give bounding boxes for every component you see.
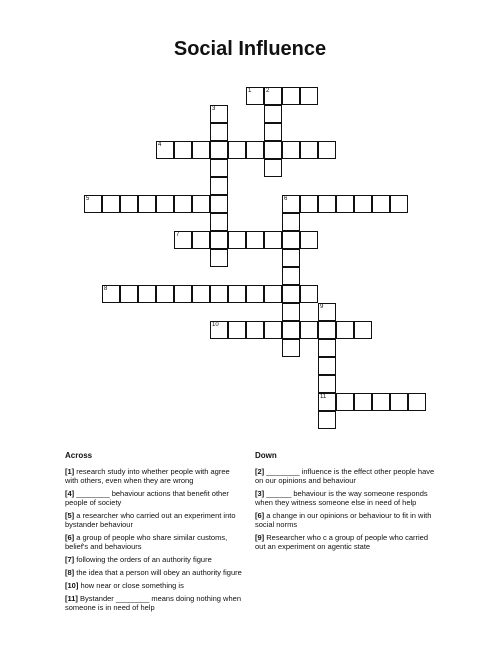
clue-text: the idea that a person will obey an authority figure <box>76 568 242 577</box>
grid-cell[interactable] <box>354 195 372 213</box>
grid-cell[interactable] <box>300 195 318 213</box>
clue-text: Bystander ________ means doing nothing when someone is in need of help <box>65 594 241 612</box>
grid-cell[interactable] <box>210 249 228 267</box>
grid-cell[interactable] <box>102 195 120 213</box>
clue-text: research study into whether people with agree with others, even when they are wrong <box>65 467 230 485</box>
grid-cell[interactable] <box>282 213 300 231</box>
grid-cell[interactable] <box>174 285 192 303</box>
grid-cell[interactable] <box>282 249 300 267</box>
grid-cell[interactable] <box>282 339 300 357</box>
grid-cell[interactable] <box>210 123 228 141</box>
across-clue <box>65 555 245 564</box>
grid-cell[interactable] <box>228 231 246 249</box>
grid-cell[interactable] <box>210 177 228 195</box>
clue-text: Researcher who c a group of people who carried out an experiment on agentic state <box>255 533 429 551</box>
grid-cell[interactable] <box>264 87 282 105</box>
grid-cell[interactable] <box>300 285 318 303</box>
clue-number: [6] <box>255 511 265 520</box>
clue-text: ______ behaviour is the way someone responds when they witness someone else in need of help <box>255 489 428 507</box>
grid-cell[interactable] <box>174 195 192 213</box>
grid-cell[interactable] <box>228 321 246 339</box>
grid-cell[interactable] <box>210 285 228 303</box>
grid-cell[interactable] <box>282 267 300 285</box>
grid-cell[interactable] <box>408 393 426 411</box>
grid-cell[interactable] <box>264 285 282 303</box>
grid-cell[interactable] <box>156 195 174 213</box>
page-title: Social Influence <box>173 38 327 60</box>
grid-cell[interactable] <box>372 393 390 411</box>
cell-number: 8 <box>104 286 108 292</box>
grid-cell[interactable] <box>282 231 300 249</box>
grid-cell[interactable] <box>318 375 336 393</box>
grid-cell[interactable] <box>300 87 318 105</box>
across-clue <box>65 533 245 551</box>
clue-number: [11] <box>65 594 78 603</box>
clue-text: a change in our opinions or behaviour to fit in with social norms <box>255 511 432 529</box>
down-clue <box>255 467 435 485</box>
grid-cell[interactable] <box>264 123 282 141</box>
down-heading: Down <box>255 451 277 460</box>
cell-number: 11 <box>320 394 327 400</box>
clue-number: [5] <box>65 511 75 520</box>
grid-cell[interactable] <box>120 285 138 303</box>
down-clue <box>255 511 435 529</box>
grid-cell[interactable] <box>282 141 300 159</box>
cell-number: 2 <box>266 88 270 94</box>
cell-number: 6 <box>284 196 288 202</box>
grid-cell[interactable] <box>282 195 300 213</box>
grid-cell[interactable] <box>282 87 300 105</box>
cell-number: 9 <box>320 304 324 310</box>
grid-cell[interactable] <box>318 411 336 429</box>
grid-cell[interactable] <box>372 195 390 213</box>
clue-number: [9] <box>255 533 265 542</box>
grid-cell[interactable] <box>336 321 354 339</box>
grid-cell[interactable] <box>354 321 372 339</box>
clue-text: ________ behaviour actions that benefit other people of society <box>65 489 229 507</box>
across-clue <box>65 489 245 507</box>
grid-cell[interactable] <box>390 195 408 213</box>
down-clue <box>255 533 435 551</box>
grid-cell[interactable] <box>264 159 282 177</box>
grid-cell[interactable] <box>264 231 282 249</box>
clue-text: a group of people who share similar customs, belief's and behaviours <box>65 533 228 551</box>
grid-cell[interactable] <box>210 141 228 159</box>
clue-text: a researcher who carried out an experiment into bystander behaviour <box>65 511 236 529</box>
grid-cell[interactable] <box>210 213 228 231</box>
grid-cell[interactable] <box>246 141 264 159</box>
clue-number: [1] <box>65 467 75 476</box>
grid-cell[interactable] <box>336 195 354 213</box>
clue-number: [6] <box>65 533 75 542</box>
grid-cell[interactable] <box>246 321 264 339</box>
grid-cell[interactable] <box>120 195 138 213</box>
across-clue <box>65 511 245 529</box>
grid-cell[interactable] <box>156 141 174 159</box>
grid-cell[interactable] <box>282 303 300 321</box>
grid-cell[interactable] <box>318 339 336 357</box>
grid-cell[interactable] <box>138 195 156 213</box>
grid-cell[interactable] <box>336 393 354 411</box>
clue-text: how near or close something is <box>80 581 184 590</box>
grid-cell[interactable] <box>318 303 336 321</box>
grid-cell[interactable] <box>300 231 318 249</box>
grid-cell[interactable] <box>246 231 264 249</box>
cell-number: 10 <box>212 322 219 328</box>
grid-cell[interactable] <box>210 159 228 177</box>
grid-cell[interactable] <box>300 321 318 339</box>
grid-cell[interactable] <box>318 141 336 159</box>
grid-cell[interactable] <box>102 285 120 303</box>
grid-cell[interactable] <box>210 321 228 339</box>
grid-cell[interactable] <box>192 285 210 303</box>
clue-number: [2] <box>255 467 265 476</box>
grid-cell[interactable] <box>354 393 372 411</box>
grid-cell[interactable] <box>264 105 282 123</box>
down-clue <box>255 489 435 507</box>
grid-cell[interactable] <box>264 321 282 339</box>
cell-number: 5 <box>86 196 90 202</box>
grid-cell[interactable] <box>228 141 246 159</box>
grid-cell[interactable] <box>318 357 336 375</box>
grid-cell[interactable] <box>174 231 192 249</box>
grid-cell[interactable] <box>210 231 228 249</box>
cell-number: 4 <box>158 142 162 148</box>
clue-number: [8] <box>65 568 75 577</box>
grid-cell[interactable] <box>264 141 282 159</box>
cell-number: 1 <box>248 88 252 94</box>
grid-cell[interactable] <box>174 141 192 159</box>
grid-cell[interactable] <box>192 195 210 213</box>
grid-cell[interactable] <box>282 285 300 303</box>
grid-cell[interactable] <box>282 321 300 339</box>
grid-cell[interactable] <box>138 285 156 303</box>
across-clue <box>65 467 245 485</box>
grid-cell[interactable] <box>300 141 318 159</box>
clue-number: [3] <box>255 489 265 498</box>
clue-number: [7] <box>65 555 75 564</box>
grid-cell[interactable] <box>318 321 336 339</box>
across-clue-list <box>65 467 245 616</box>
across-clue <box>65 581 245 590</box>
grid-cell[interactable] <box>390 393 408 411</box>
clue-text: ________ influence is the effect other people have on our opinions and behaviour <box>255 467 435 485</box>
clue-number: [10] <box>65 581 79 590</box>
grid-cell[interactable] <box>210 195 228 213</box>
cell-number: 3 <box>212 106 216 112</box>
across-clue <box>65 594 245 612</box>
grid-cell[interactable] <box>228 285 246 303</box>
grid-cell[interactable] <box>84 195 102 213</box>
grid-cell[interactable] <box>246 87 264 105</box>
down-clue-list <box>255 467 435 555</box>
across-heading: Across <box>65 451 93 460</box>
grid-cell[interactable] <box>246 285 264 303</box>
grid-cell[interactable] <box>318 393 336 411</box>
cell-number: 7 <box>176 232 180 238</box>
across-clue <box>65 568 245 577</box>
clue-text: following the orders of an authority figure <box>76 555 212 564</box>
grid-cell[interactable] <box>192 231 210 249</box>
grid-cell[interactable] <box>318 195 336 213</box>
grid-cell[interactable] <box>156 285 174 303</box>
grid-cell[interactable] <box>210 105 228 123</box>
grid-cell[interactable] <box>192 141 210 159</box>
clue-number: [4] <box>65 489 75 498</box>
